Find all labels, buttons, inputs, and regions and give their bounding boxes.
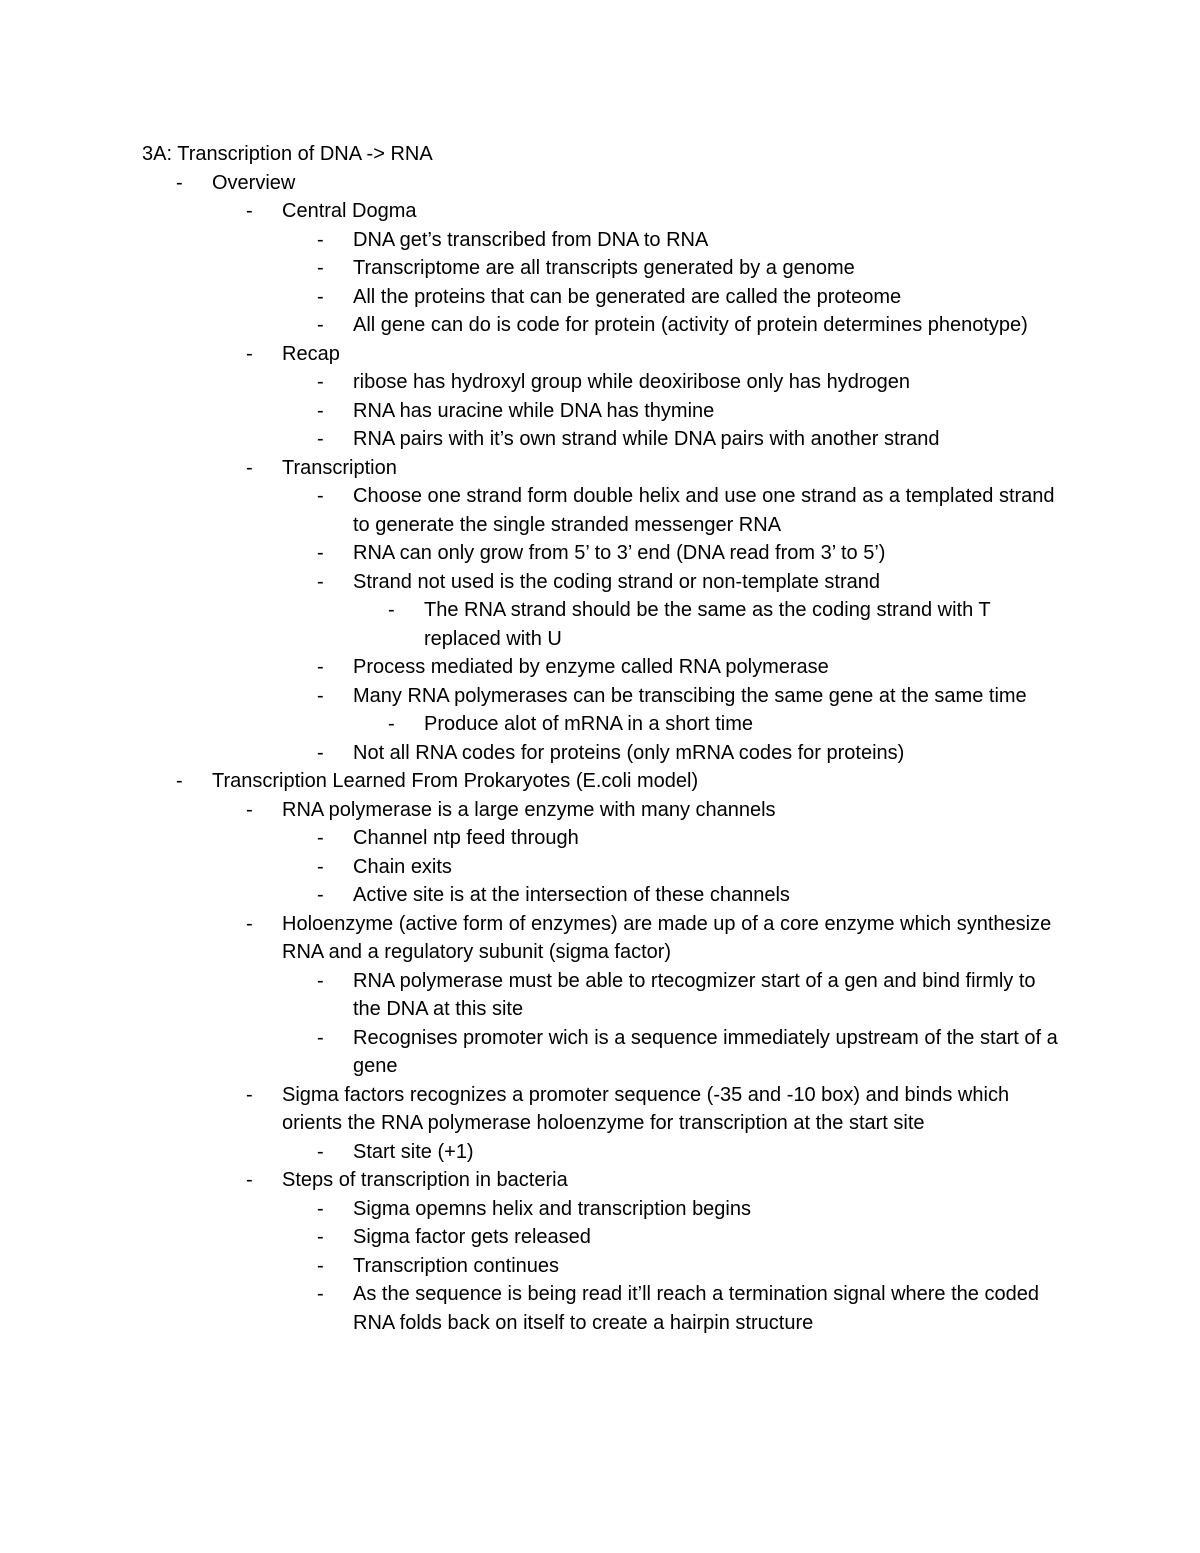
bullet-dash: - — [317, 228, 324, 251]
bullet-dash: - — [317, 1197, 324, 1220]
bullet-dash: - — [317, 656, 324, 678]
outline-item-text: Many RNA polymerases can be transcibing the same gene at the same time — [353, 684, 1027, 707]
outline-item — [0, 739, 1062, 768]
outline-item-text: Start site (+1) — [353, 1140, 474, 1163]
outline-item-text: All gene can do is code for protein (activity of protein determines phenotype) — [353, 314, 1028, 336]
bullet-dash: - — [317, 399, 324, 422]
outline-item — [0, 1195, 1062, 1224]
bullet-dash: - — [317, 1140, 324, 1163]
bullet-dash: - — [317, 969, 324, 992]
bullet-dash: - — [317, 485, 324, 507]
bullet-dash: - — [176, 770, 183, 792]
outline-item — [0, 1166, 1062, 1195]
bullet-dash: - — [317, 827, 324, 849]
outline-item — [0, 881, 1062, 910]
outline-item-text: Steps of transcription in bacteria — [282, 1169, 568, 1191]
outline-item — [0, 169, 1062, 198]
outline-item-text: Central Dogma — [282, 200, 417, 222]
outline-item-text: Transcriptome are all transcripts generated by a genome — [353, 257, 855, 279]
outline-item-text: DNA get’s transcribed from DNA to RNA — [353, 228, 709, 251]
outline-item-text: RNA polymerase must be able to rtecogmizer start of a gen and bind firmly to the DNA at this site — [353, 969, 1036, 1020]
bullet-dash: - — [246, 1169, 253, 1191]
outline-item-text: The RNA strand should be the same as the coding strand with T replaced with U — [424, 599, 991, 650]
outline-item — [0, 568, 1062, 597]
bullet-dash: - — [317, 1226, 324, 1248]
outline-item — [0, 311, 1062, 340]
outline-item — [0, 796, 1062, 825]
outline-item — [0, 1024, 1062, 1081]
outline-item — [0, 710, 1062, 739]
bullet-dash: - — [317, 741, 324, 764]
outline-item-text: Sigma opemns helix and transcription begins — [353, 1197, 751, 1220]
outline-item — [0, 853, 1062, 882]
bullet-dash: - — [317, 371, 324, 393]
bullet-dash: - — [246, 798, 253, 821]
outline-item-text: RNA can only grow from 5’ to 3’ end (DNA read from 3’ to 5’) — [353, 542, 886, 564]
outline-item — [0, 425, 1062, 454]
outline-item — [0, 1081, 1062, 1138]
outline-item — [0, 596, 1062, 653]
outline-item-text: Recognises promoter wich is a sequence immediately upstream of the start of a gene — [353, 1026, 1058, 1077]
outline-item — [0, 824, 1062, 853]
bullet-dash: - — [317, 257, 324, 279]
outline-item-text: Choose one strand form double helix and use one strand as a templated strand to generate the single stranded messenger RNA — [353, 485, 1055, 536]
outline-item-text: Produce alot of mRNA in a short time — [424, 713, 754, 735]
bullet-dash: - — [317, 1283, 324, 1305]
outline-item — [0, 1280, 1062, 1337]
outline-item — [0, 197, 1062, 226]
outline-item-text: ribose has hydroxyl group while deoxiribose only has hydrogen — [353, 371, 910, 393]
outline-item-text: RNA has uracine while DNA has thymine — [353, 399, 715, 422]
outline-item-text: As the sequence is being read it’ll reach a termination signal where the coded RNA folds back on itself to create a hairpin structure — [353, 1283, 1039, 1334]
outline-item-text: Transcription Learned From Prokaryotes (E.coli model) — [212, 770, 699, 792]
outline-item-text: Active site is at the intersection of these channels — [353, 884, 790, 906]
bullet-dash: - — [317, 884, 324, 906]
outline-item — [0, 967, 1062, 1024]
outline-item — [0, 682, 1062, 711]
outline-item-text: Transcription — [282, 456, 397, 479]
outline-item — [0, 653, 1062, 682]
outline-item-text: Holoenzyme (active form of enzymes) are made up of a core enzyme which synthesize RNA and a regulatory subunit (sigma factor) — [282, 912, 1052, 963]
outline-item — [0, 283, 1062, 312]
outline-item — [0, 397, 1062, 426]
outline-item — [0, 482, 1062, 539]
bullet-dash: - — [246, 912, 253, 935]
bullet-dash: - — [317, 1026, 324, 1049]
document-title: 3A: Transcription of DNA -> RNA — [142, 143, 433, 165]
bullet-dash: - — [317, 1254, 324, 1277]
bullet-dash: - — [246, 1083, 253, 1106]
bullet-dash: - — [317, 542, 324, 564]
outline-item — [0, 1223, 1062, 1252]
outline-item-text: RNA pairs with it’s own strand while DNA pairs with another strand — [353, 428, 940, 450]
bullet-dash: - — [176, 171, 183, 194]
outline-item — [0, 368, 1062, 397]
outline-item-text: Not all RNA codes for proteins (only mRNA codes for proteins) — [353, 741, 905, 764]
outline-item-text: Strand not used is the coding strand or non-template strand — [353, 570, 880, 593]
outline-item — [0, 254, 1062, 283]
bullet-dash: - — [317, 428, 324, 450]
bullet-dash: - — [388, 713, 395, 735]
outline-item-text: Overview — [212, 171, 296, 194]
bullet-dash: - — [317, 570, 324, 593]
outline-item-text: Recap — [282, 342, 340, 365]
bullet-dash: - — [246, 456, 253, 479]
outline-item-text: Chain exits — [353, 855, 452, 878]
outline-item-text: Sigma factor gets released — [353, 1226, 591, 1248]
outline-item-text: Process mediated by enzyme called RNA polymerase — [353, 656, 829, 678]
outline-item-text: Sigma factors recognizes a promoter sequence (-35 and -10 box) and binds which orients the RNA polymerase holoenzyme for transcription at the start site — [282, 1083, 1010, 1134]
bullet-dash: - — [317, 285, 324, 308]
outline-item-text: RNA polymerase is a large enzyme with many channels — [282, 798, 776, 821]
outline-item — [0, 1252, 1062, 1281]
bullet-dash: - — [317, 855, 324, 878]
outline-item-text: Channel ntp feed through — [353, 827, 579, 849]
outline-item — [0, 454, 1062, 483]
outline-list — [0, 169, 1200, 1338]
outline-item — [0, 1138, 1062, 1167]
bullet-dash: - — [246, 200, 253, 222]
outline-item — [0, 539, 1062, 568]
outline-item-text: All the proteins that can be generated are called the proteome — [353, 285, 902, 308]
outline-item — [0, 340, 1062, 369]
outline-item-text: Transcription continues — [353, 1254, 560, 1277]
bullet-dash: - — [317, 684, 324, 707]
outline-item — [0, 767, 1062, 796]
bullet-dash: - — [388, 599, 395, 621]
outline-item — [0, 226, 1062, 255]
outline-item — [0, 910, 1062, 967]
bullet-dash: - — [246, 342, 253, 365]
bullet-dash: - — [317, 314, 324, 336]
